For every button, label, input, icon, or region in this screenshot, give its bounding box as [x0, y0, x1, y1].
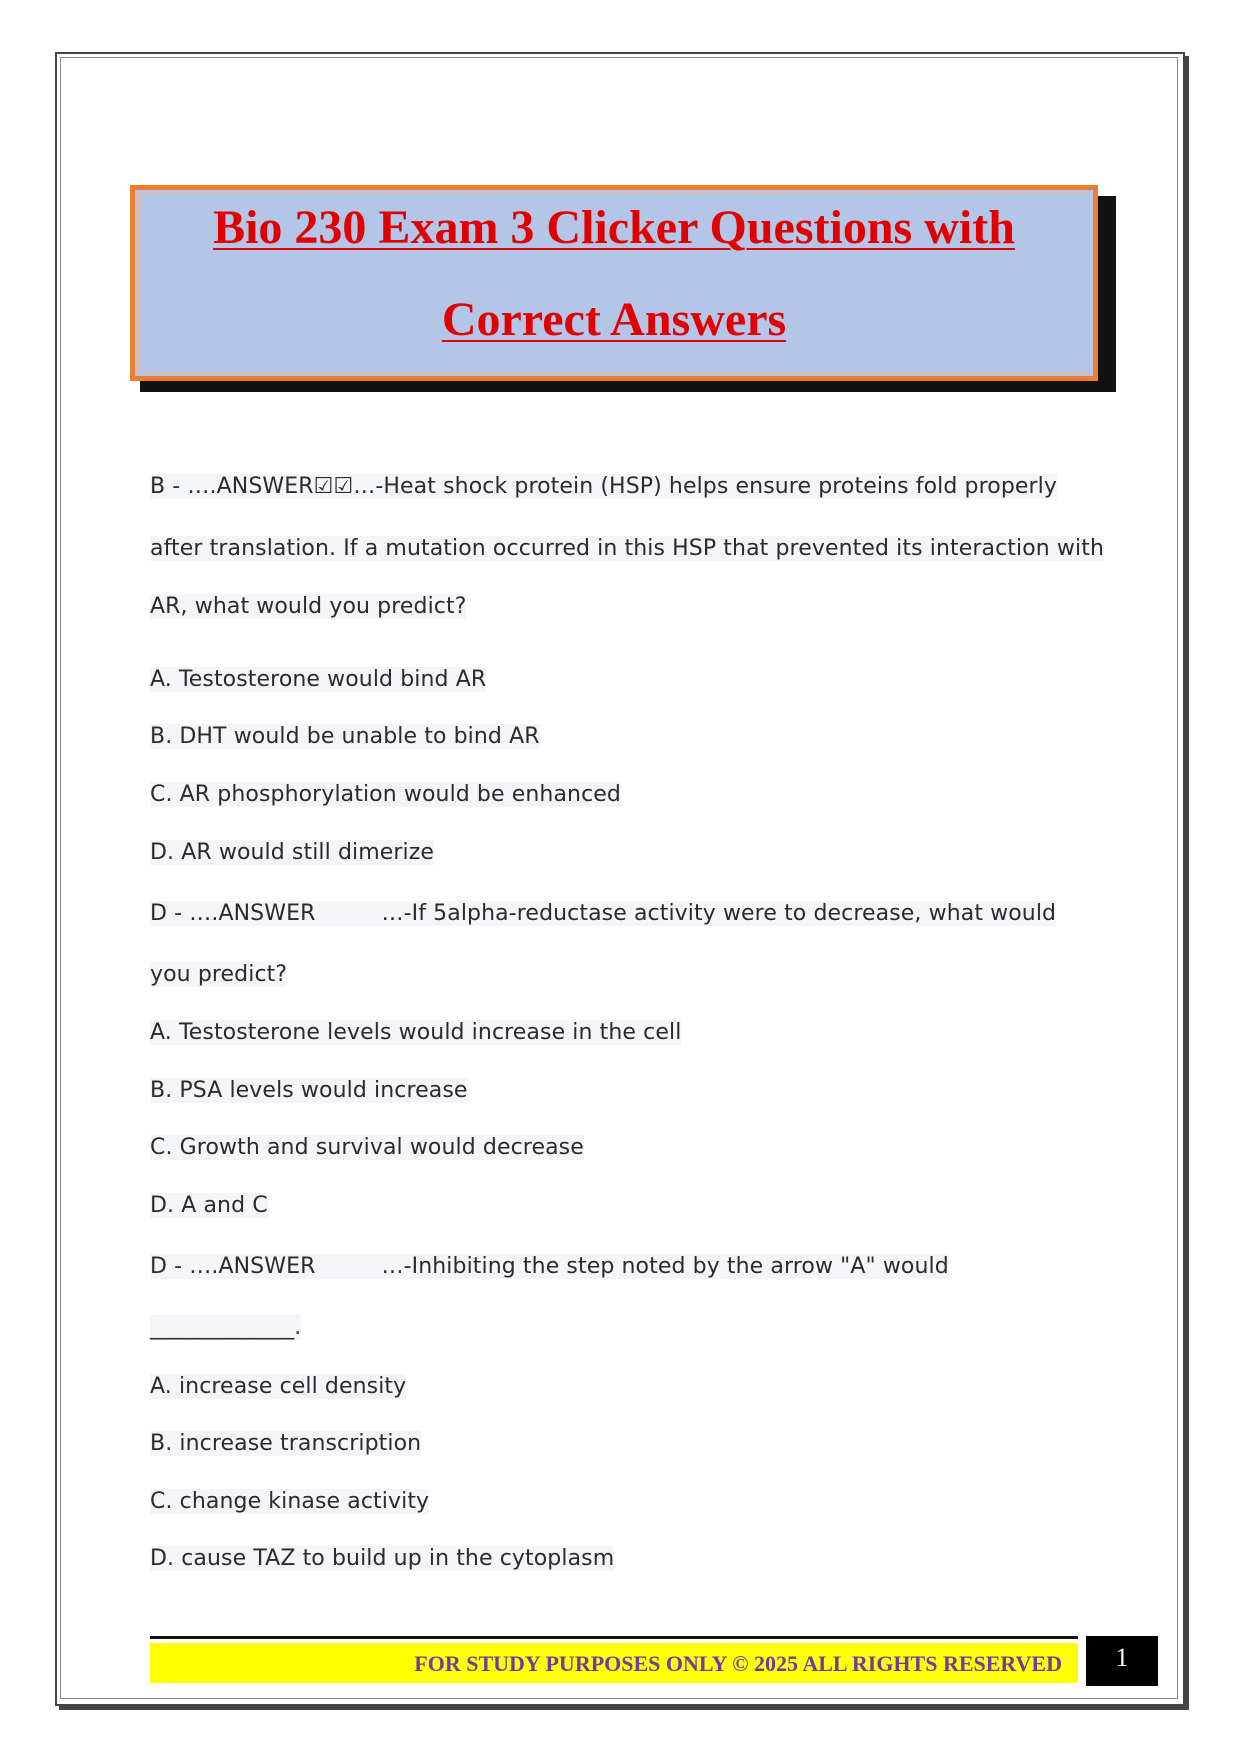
question-2-option-d: D. A and C [150, 1193, 268, 1218]
question-3-option-b: B. increase transcription [150, 1431, 422, 1456]
question-1-option-c: C. AR phosphorylation would be enhanced [150, 782, 621, 807]
question-1-stem-text: Heat shock protein (HSP) helps ensure proteins fold properly [383, 474, 1057, 499]
question-1-stem-line-1 [150, 474, 1057, 499]
document-title-line-1: Bio 230 Exam 3 Clicker Questions with [213, 201, 1015, 254]
question-3-option-d: D. cause TAZ to build up in the cytoplasm [150, 1546, 615, 1571]
question-1-stem-line-3: AR, what would you predict? [150, 594, 467, 619]
question-3-answer-suffix: …- [381, 1254, 412, 1279]
footer-text: FOR STUDY PURPOSES ONLY © 2025 ALL RIGHTS RESERVED [414, 1651, 1062, 1676]
title-box [130, 185, 1098, 381]
question-3-answer-prefix: D - ….ANSWER [150, 1254, 316, 1279]
question-1-option-d: D. AR would still dimerize [150, 840, 435, 865]
question-3-stem-text: Inhibiting the step noted by the arrow "A" would [411, 1254, 949, 1279]
question-3-stem-line-1 [150, 1254, 949, 1279]
question-1-stem-line-2: after translation. If a mutation occurred in this HSP that prevented its interaction with [150, 536, 1104, 561]
question-1-answer-prefix: B - ….ANSWER☑☑…- [150, 474, 384, 499]
question-1-option-b: B. DHT would be unable to bind AR [150, 724, 540, 749]
question-3-option-c: C. change kinase activity [150, 1489, 430, 1514]
question-2-answer-suffix: …- [381, 901, 412, 926]
page-number: 1 [1086, 1636, 1158, 1686]
question-2-answer-prefix: D - ….ANSWER [150, 901, 316, 926]
question-1-option-a: A. Testosterone would bind AR [150, 667, 487, 692]
question-2-option-b: B. PSA levels would increase [150, 1078, 468, 1103]
footer-bar [150, 1643, 1078, 1683]
question-2-stem-line-2: you predict? [150, 962, 288, 987]
question-2-stem-line-1 [150, 901, 1056, 926]
footer-rule [150, 1636, 1078, 1639]
question-2-option-c: C. Growth and survival would decrease [150, 1135, 584, 1160]
question-2-option-a: A. Testosterone levels would increase in the cell [150, 1020, 682, 1045]
question-2-stem-text: If 5alpha-reductase activity were to decrease, what would [411, 901, 1057, 926]
question-3-option-a: A. increase cell density [150, 1374, 407, 1399]
document-title-line-2: Correct Answers [441, 293, 787, 346]
question-3-blank-line: _____________. [150, 1315, 302, 1340]
